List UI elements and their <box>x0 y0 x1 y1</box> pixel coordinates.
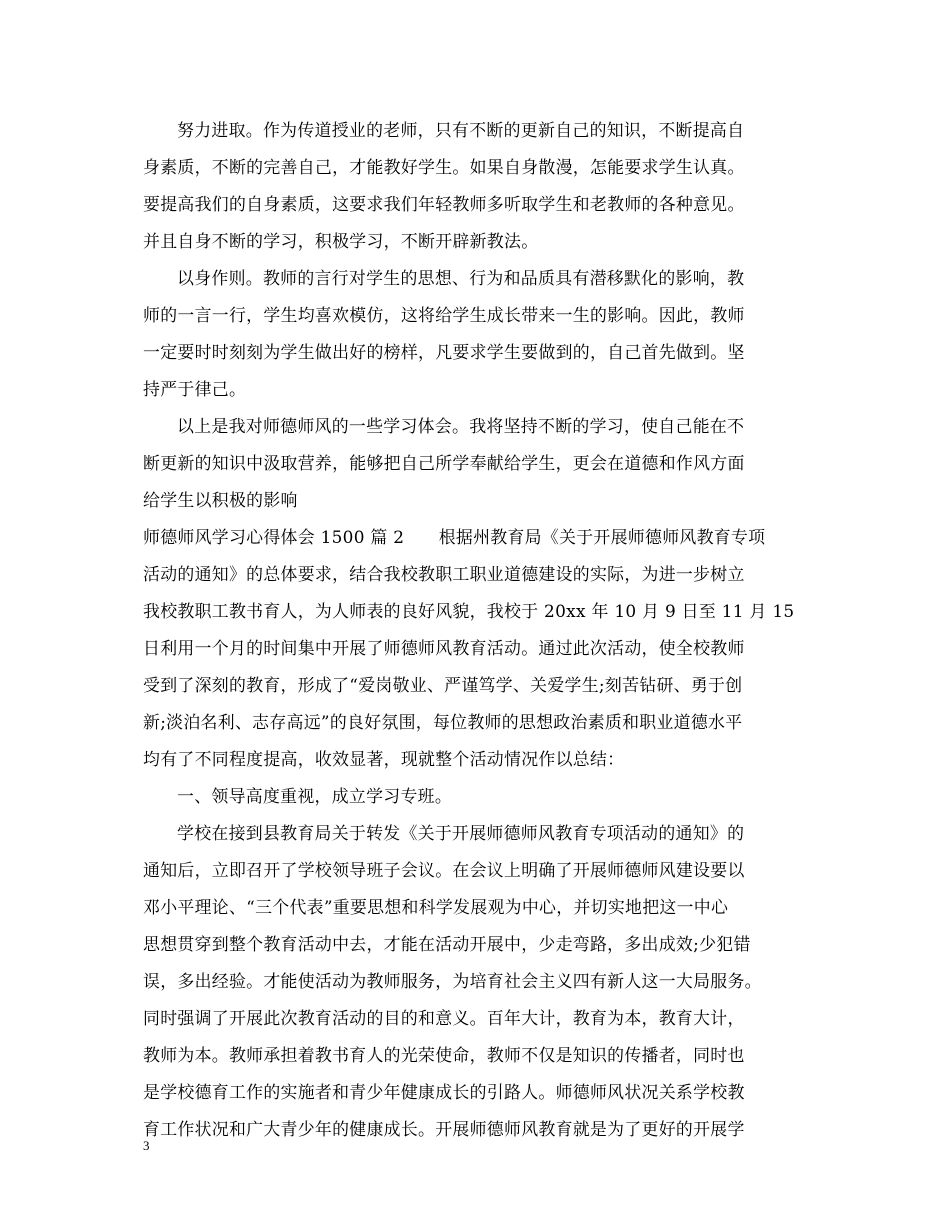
document-body <box>143 112 819 1148</box>
text-line: 一定要时时刻刻为学生做出好的榜样，凡要求学生要做到的，自己首先做到。坚 <box>143 342 745 362</box>
text-line: 以身作则。教师的言行对学生的思想、行为和品质具有潜移默化的影响，教 <box>177 268 745 288</box>
text-line: 学校在接到县教育局关于转发《关于开展师德师风教育专项活动的通知》的 <box>177 823 745 843</box>
text-line: 我校教职工教书育人，为人师表的良好风貌，我校于 20xx 年 10 月 9 日至 11 月 15 <box>143 601 795 621</box>
text-line: 断更新的知识中汲取营养，能够把自己所学奉献给学生，更会在道德和作风方面 <box>143 453 745 473</box>
text-line: 一、领导高度重视，成立学习专班。 <box>177 786 453 806</box>
text-line: 育工作状况和广大青少年的健康成长。开展师德师风教育就是为了更好的开展学 <box>143 1119 745 1139</box>
paragraph <box>143 112 819 260</box>
text-line: 持严于律己。 <box>143 379 247 399</box>
text-line: 以上是我对师德师风的一些学习体会。我将坚持不断的学习，使自己能在不 <box>177 416 745 436</box>
text-line: 邓小平理论、“三个代表”重要思想和科学发展观为中心，并切实地把这一中心 <box>143 897 729 917</box>
text-line: 日利用一个月的时间集中开展了师德师风教育活动。通过此次活动，使全校教师 <box>143 638 745 658</box>
text-line: 身素质，不断的完善自己，才能教好学生。如果自身散漫，怎能要求学生认真。 <box>143 157 745 177</box>
paragraph <box>143 408 819 519</box>
text-line: 均有了不同程度提高，收效显著，现就整个活动情况作以总结： <box>143 749 625 769</box>
paragraph <box>143 778 819 815</box>
page-number: 3 <box>143 1138 150 1153</box>
text-line: 要提高我们的自身素质，这要求我们年轻教师多听取学生和老教师的各种意见。 <box>143 194 745 214</box>
paragraph <box>143 519 819 778</box>
text-line: 师的一言一行，学生均喜欢模仿，这将给学生成长带来一生的影响。因此，教师 <box>143 305 745 325</box>
text-line: 教师为本。教师承担着教书育人的光荣使命，教师不仅是知识的传播者，同时也 <box>143 1045 745 1065</box>
text-line: 受到了深刻的教育，形成了“爱岗敬业、严谨笃学、关爱学生;刻苦钻研、勇于创 <box>143 675 743 695</box>
paragraph <box>143 815 819 1148</box>
paragraph <box>143 260 819 408</box>
text-line: 给学生以积极的影响 <box>143 490 298 510</box>
text-line: 新;淡泊名利、志存高远”的良好氛围，每位教师的思想政治素质和职业道德水平 <box>143 712 743 732</box>
text-line: 活动的通知》的总体要求，结合我校教职工职业道德建设的实际，为进一步树立 <box>143 564 745 584</box>
text-line: 是学校德育工作的实施者和青少年健康成长的引路人。师德师风状况关系学校教 <box>143 1082 745 1102</box>
text-line: 师德师风学习心得体会 1500 篇 2 根据州教育局《关于开展师德师风教育专项 <box>143 527 766 547</box>
text-line: 并且自身不断的学习，积极学习，不断开辟新教法。 <box>143 231 539 251</box>
text-line: 误，多出经验。才能使活动为教师服务，为培育社会主义四有新人这一大局服务。 <box>143 971 762 991</box>
text-line: 同时强调了开展此次教育活动的目的和意义。百年大计，教育为本，教育大计， <box>143 1008 745 1028</box>
text-line: 思想贯穿到整个教育活动中去，才能在活动开展中，少走弯路，多出成效;少犯错 <box>143 934 751 954</box>
text-line: 努力进取。作为传道授业的老师，只有不断的更新自己的知识，不断提高自 <box>177 120 745 140</box>
text-line: 通知后，立即召开了学校领导班子会议。在会议上明确了开展师德师风建设要以 <box>143 860 745 880</box>
